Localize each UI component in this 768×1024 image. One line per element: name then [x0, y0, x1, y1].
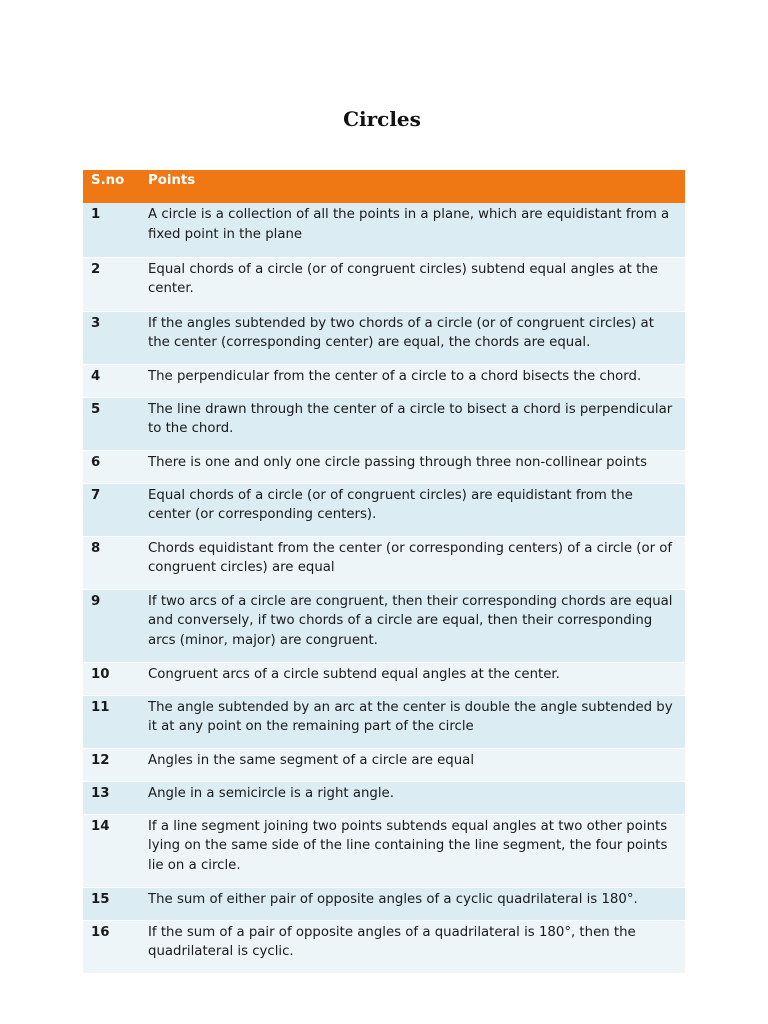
- table-row: [83, 920, 685, 973]
- row-number: 9: [83, 589, 148, 662]
- row-point-text: If a line segment joining two points subtends equal angles at two other points lying on the same side of the line containing the line segment, the four points lie on a circle.: [148, 814, 685, 887]
- row-number: 13: [83, 781, 148, 814]
- row-number: 1: [91, 207, 101, 222]
- table-row: [83, 397, 685, 450]
- table-row: [83, 662, 685, 695]
- row-number: 12: [83, 748, 148, 781]
- row-point-text: If two arcs of a circle are congruent, then their corresponding chords are equal and conversely, if two chords of a circle are equal, then their corresponding arcs (minor, major) are congruent.: [148, 589, 685, 662]
- table-row: [83, 781, 685, 814]
- row-number: 8: [83, 536, 148, 589]
- row-number: 11: [83, 695, 148, 748]
- row-number: 4: [83, 364, 148, 397]
- row-number: 3: [83, 311, 148, 364]
- row-number: 5: [83, 397, 148, 450]
- row-number: 6: [83, 450, 148, 483]
- row-point-text: Angles in the same segment of a circle are equal: [148, 748, 685, 781]
- row-point-text: There is one and only one circle passing through three non-collinear points: [148, 450, 685, 483]
- points-table: [83, 170, 685, 973]
- row-point-text: Equal chords of a circle (or of congruent circles) are equidistant from the center (or corresponding centers).: [148, 483, 685, 536]
- row-point-text: The line drawn through the center of a circle to bisect a chord is perpendicular to the chord.: [148, 397, 685, 450]
- header-row: [83, 170, 685, 203]
- row-point-text: The angle subtended by an arc at the center is double the angle subtended by it at any point on the remaining part of the circle: [148, 695, 685, 748]
- table-row: [83, 814, 685, 887]
- column-header-sno: S.no: [91, 173, 125, 188]
- table-row: [83, 311, 685, 364]
- row-number: 15: [83, 887, 148, 920]
- table-row: [83, 483, 685, 536]
- row-point-text: Chords equidistant from the center (or corresponding centers) of a circle (or of congruent circles) are equal: [148, 536, 685, 589]
- row-point-text: A circle is a collection of all the points in a plane, which are equidistant from a fixed point in the plane: [148, 207, 670, 242]
- row-point-text: Equal chords of a circle (or of congruent circles) subtend equal angles at the center.: [148, 257, 685, 311]
- table-row: [83, 536, 685, 589]
- table-row: [83, 257, 685, 311]
- row-number: 7: [83, 483, 148, 536]
- row-point-text: Congruent arcs of a circle subtend equal angles at the center.: [148, 662, 685, 695]
- table-row: [83, 589, 685, 662]
- row-point-text: Angle in a semicircle is a right angle.: [148, 781, 685, 814]
- row-number: 14: [83, 814, 148, 887]
- table-row: [83, 203, 685, 257]
- row-number: 16: [83, 920, 148, 973]
- table-body: [83, 203, 685, 973]
- row-point-text: If the sum of a pair of opposite angles of a quadrilateral is 180°, then the quadrilateral is cyclic.: [148, 920, 685, 973]
- table-row: [83, 887, 685, 920]
- table-row: [83, 748, 685, 781]
- row-point-text: If the angles subtended by two chords of a circle (or of congruent circles) at the center (corresponding center) are equal, the chords are equal.: [148, 311, 685, 364]
- table-row: [83, 450, 685, 483]
- table-row: [83, 364, 685, 397]
- row-number: 10: [83, 662, 148, 695]
- column-header-points: Points: [148, 173, 196, 188]
- table-row: [83, 695, 685, 748]
- table-header: [83, 170, 685, 203]
- page-title: Circles: [343, 107, 421, 131]
- row-point-text: The perpendicular from the center of a circle to a chord bisects the chord.: [148, 364, 685, 397]
- row-point-text: The sum of either pair of opposite angles of a cyclic quadrilateral is 180°.: [148, 887, 685, 920]
- row-number: 2: [83, 257, 148, 311]
